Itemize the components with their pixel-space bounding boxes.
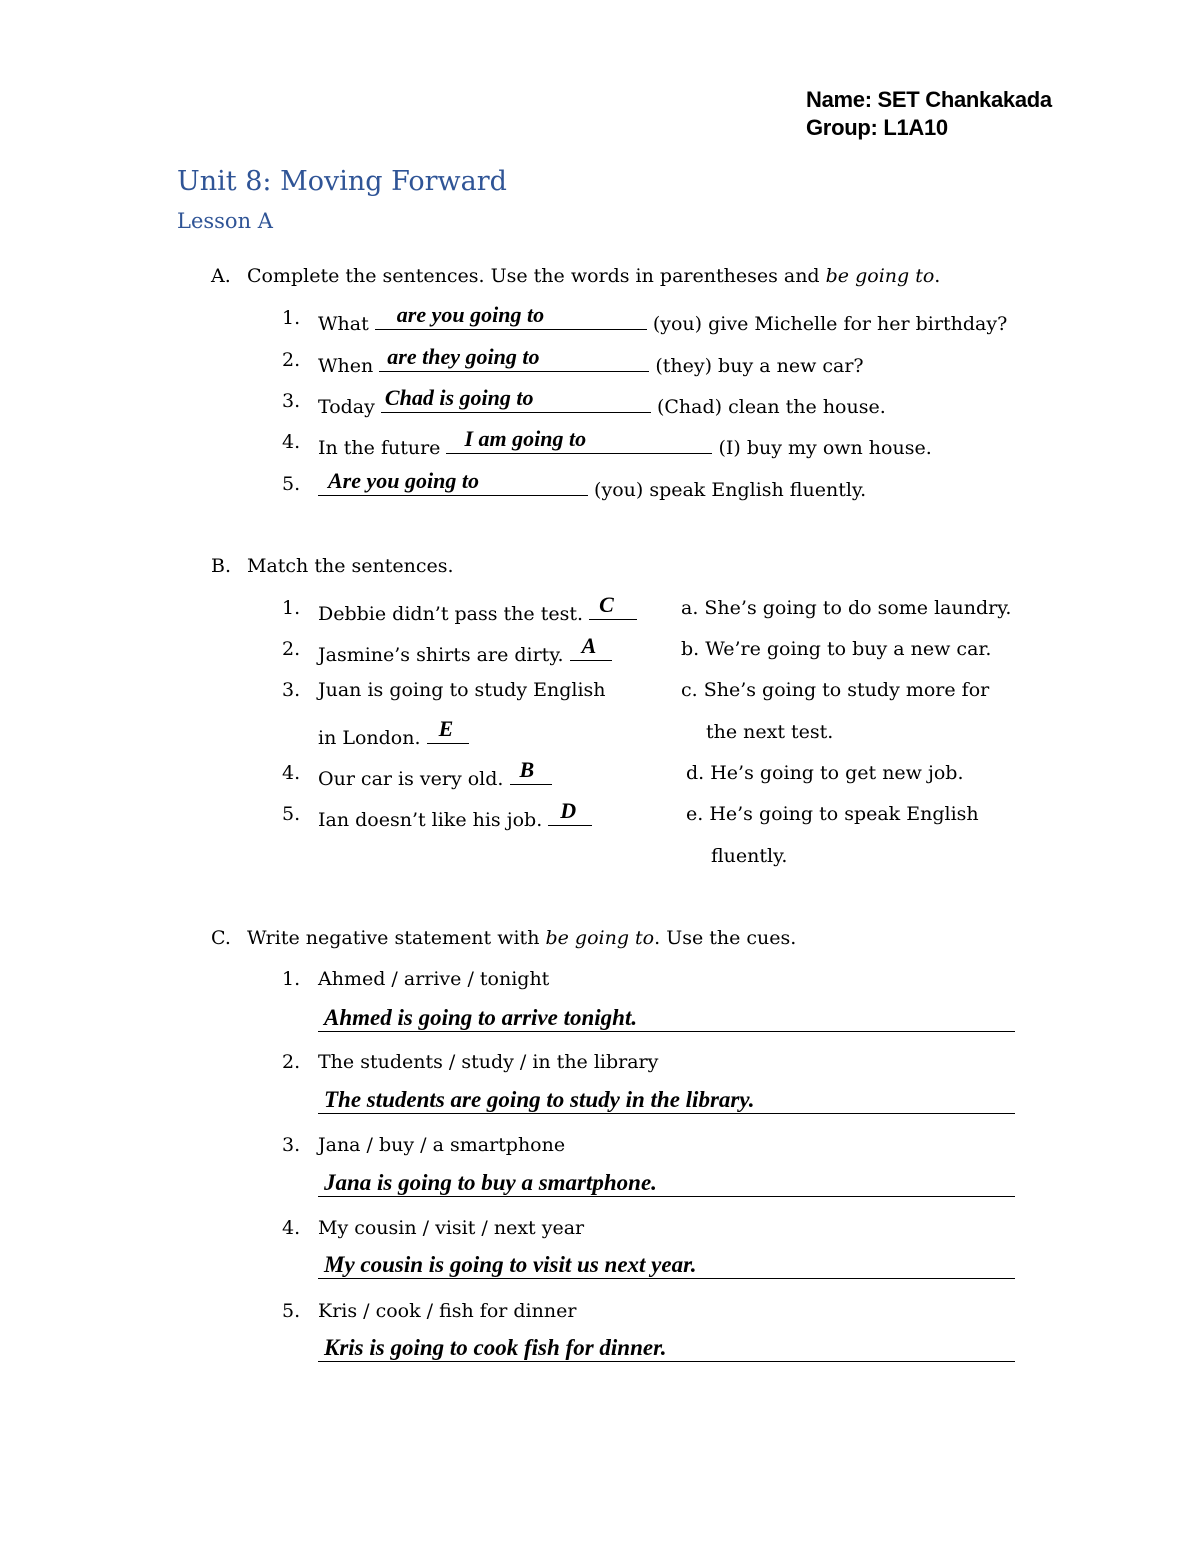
match-option-e-continued: fluently. bbox=[711, 845, 788, 867]
match-blank[interactable] bbox=[570, 633, 612, 661]
fill-sentence bbox=[318, 385, 886, 418]
student-group: Group: L1A10 bbox=[806, 115, 948, 140]
answer-blank[interactable] bbox=[446, 426, 712, 454]
sentence-text: Debbie didn’t pass the test. bbox=[318, 603, 584, 625]
sentence-text: Jasmine’s shirts are dirty. bbox=[318, 644, 564, 666]
item-number: 5. bbox=[282, 1300, 301, 1322]
answer-line[interactable] bbox=[318, 1250, 1015, 1279]
sentence-start: In the future bbox=[318, 437, 441, 459]
instruction-text: . Use the cues. bbox=[654, 927, 797, 949]
item-number: 4. bbox=[282, 1217, 301, 1239]
section-c-instruction bbox=[247, 927, 796, 949]
match-sentence: Juan is going to study English bbox=[318, 679, 606, 701]
item-number: 2. bbox=[282, 349, 301, 371]
answer-line[interactable] bbox=[318, 1085, 1015, 1114]
match-blank[interactable] bbox=[510, 757, 552, 785]
match-blank[interactable] bbox=[548, 798, 592, 826]
match-option-c-continued: the next test. bbox=[706, 721, 834, 743]
handwritten-answer: Are you going to bbox=[328, 468, 479, 493]
handwritten-answer: Ahmed is going to arrive tonight. bbox=[324, 1005, 638, 1030]
section-b-instruction: Match the sentences. bbox=[247, 555, 454, 577]
cue-text: The students / study / in the library bbox=[318, 1051, 659, 1073]
sentence-start: When bbox=[318, 355, 374, 377]
item-number: 1. bbox=[282, 597, 301, 619]
handwritten-answer: Kris is going to cook fish for dinner. bbox=[324, 1335, 667, 1360]
lesson-title: Lesson A bbox=[177, 209, 273, 233]
instruction-emphasis: be going to bbox=[825, 265, 935, 287]
handwritten-answer: Jana is going to buy a smartphone. bbox=[324, 1170, 657, 1195]
cue-text: Ahmed / arrive / tonight bbox=[318, 968, 550, 990]
cue-text: Kris / cook / fish for dinner bbox=[318, 1300, 577, 1322]
item-number: 1. bbox=[282, 307, 301, 329]
instruction-text: Complete the sentences. Use the words in parentheses and bbox=[247, 265, 826, 287]
item-number: 1. bbox=[282, 968, 301, 990]
sentence-end: (you) speak English fluently. bbox=[594, 479, 867, 501]
unit-title: Unit 8: Moving Forward bbox=[177, 166, 507, 197]
cue-text: Jana / buy / a smartphone bbox=[318, 1134, 566, 1156]
match-sentence bbox=[318, 798, 592, 831]
cue-text: My cousin / visit / next year bbox=[318, 1217, 585, 1239]
handwritten-answer: A bbox=[581, 633, 597, 658]
match-blank[interactable] bbox=[589, 592, 637, 620]
match-option-c: c. She’s going to study more for bbox=[681, 679, 990, 701]
handwritten-answer: are you going to bbox=[396, 302, 545, 327]
answer-line[interactable] bbox=[318, 1333, 1015, 1362]
fill-sentence bbox=[318, 302, 1008, 335]
match-option-a: a. She’s going to do some laundry. bbox=[681, 597, 1012, 619]
section-a-letter: A. bbox=[211, 265, 231, 287]
instruction-text: . bbox=[934, 265, 941, 287]
answer-blank[interactable] bbox=[375, 302, 647, 330]
sentence-end: (you) give Michelle for her birthday? bbox=[652, 313, 1008, 335]
sentence-text: Ian doesn’t like his job. bbox=[318, 809, 543, 831]
instruction-emphasis: be going to bbox=[545, 927, 655, 949]
sentence-end: (they) buy a new car? bbox=[655, 355, 864, 377]
answer-line[interactable] bbox=[318, 1168, 1015, 1197]
match-option-e: e. He’s going to speak English bbox=[686, 803, 979, 825]
item-number: 2. bbox=[282, 1051, 301, 1073]
fill-sentence bbox=[318, 468, 867, 501]
handwritten-answer: I am going to bbox=[464, 426, 587, 451]
answer-line[interactable] bbox=[318, 1003, 1015, 1032]
sentence-end: (Chad) clean the house. bbox=[656, 396, 886, 418]
item-number: 5. bbox=[282, 473, 301, 495]
section-c-letter: C. bbox=[211, 927, 231, 949]
handwritten-answer: B bbox=[519, 757, 535, 782]
item-number: 3. bbox=[282, 390, 301, 412]
student-info bbox=[806, 86, 1052, 142]
handwritten-answer: C bbox=[599, 592, 614, 617]
match-sentence bbox=[318, 633, 612, 666]
sentence-text: in London. bbox=[318, 727, 421, 749]
item-number: 4. bbox=[282, 431, 301, 453]
handwritten-answer: are they going to bbox=[387, 344, 540, 369]
handwritten-answer: The students are going to study in the library. bbox=[324, 1087, 755, 1112]
handwritten-answer: My cousin is going to visit us next year. bbox=[324, 1252, 697, 1277]
instruction-text: Write negative statement with bbox=[247, 927, 546, 949]
sentence-start: What bbox=[318, 313, 369, 335]
answer-blank[interactable] bbox=[381, 385, 651, 413]
match-option-d: d. He’s going to get new job. bbox=[686, 762, 964, 784]
student-name: Name: SET Chankakada bbox=[806, 87, 1052, 112]
section-b-letter: B. bbox=[211, 555, 232, 577]
sentence-text: Our car is very old. bbox=[318, 768, 504, 790]
match-option-b: b. We’re going to buy a new car. bbox=[681, 638, 992, 660]
item-number: 5. bbox=[282, 803, 301, 825]
item-number: 3. bbox=[282, 1134, 301, 1156]
sentence-start: Today bbox=[318, 396, 375, 418]
section-a-instruction bbox=[247, 265, 940, 287]
answer-blank[interactable] bbox=[318, 468, 588, 496]
handwritten-answer: Chad is going to bbox=[384, 385, 534, 410]
fill-sentence bbox=[318, 426, 932, 459]
match-sentence bbox=[318, 757, 552, 790]
item-number: 4. bbox=[282, 762, 301, 784]
answer-blank[interactable] bbox=[379, 344, 649, 372]
item-number: 3. bbox=[282, 679, 301, 701]
sentence-end: (I) buy my own house. bbox=[718, 437, 932, 459]
match-sentence-continued bbox=[318, 716, 469, 749]
fill-sentence bbox=[318, 344, 864, 377]
match-sentence bbox=[318, 592, 637, 625]
match-blank[interactable] bbox=[427, 716, 469, 744]
handwritten-answer: D bbox=[560, 798, 577, 823]
item-number: 2. bbox=[282, 638, 301, 660]
handwritten-answer: E bbox=[438, 716, 454, 741]
